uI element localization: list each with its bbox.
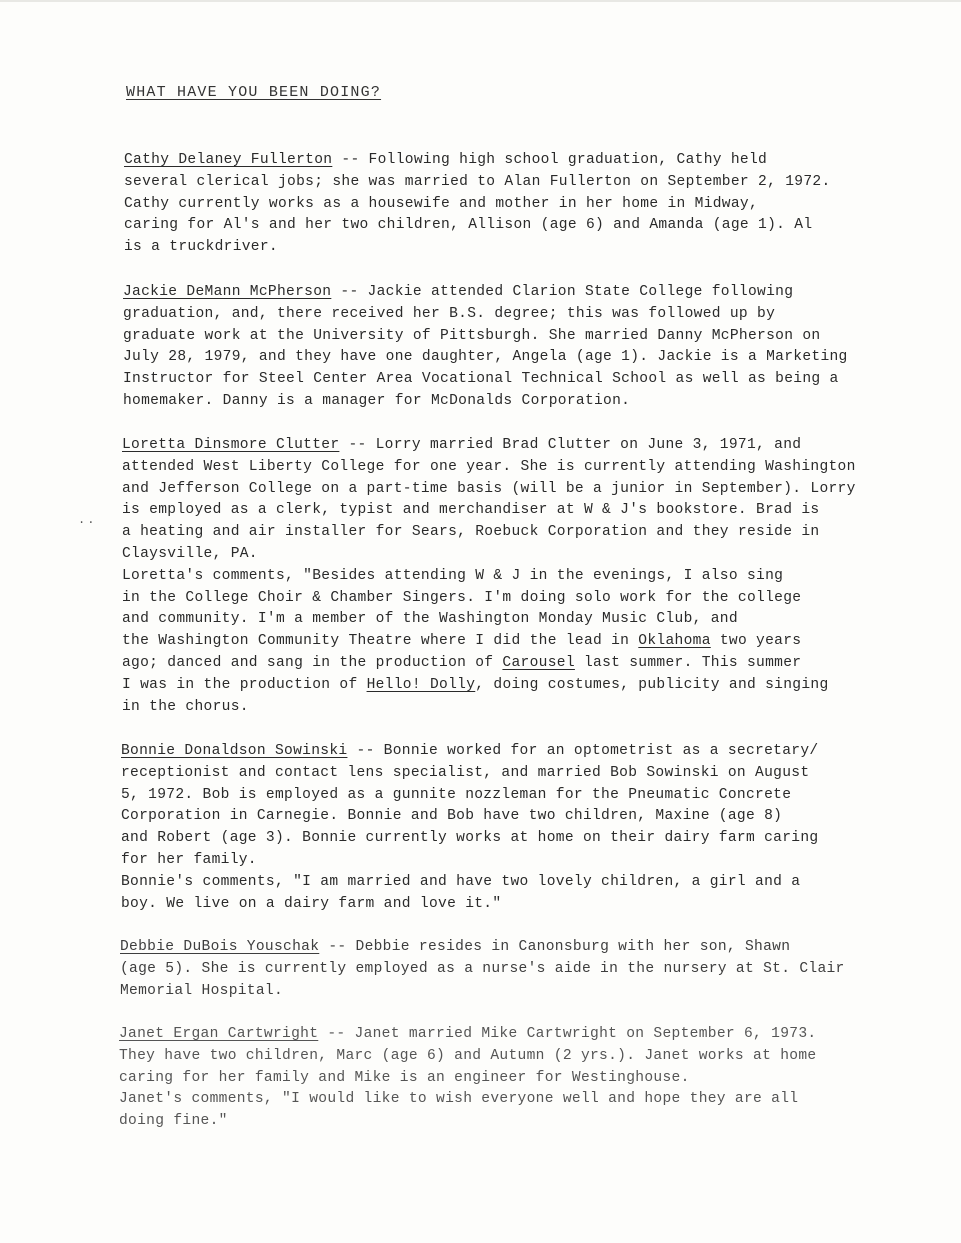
- entry-name: Debbie DuBois Youschak: [120, 939, 320, 955]
- entry-text: graduation, and, there received her B.S. degree; this was followed up by: [123, 305, 776, 322]
- entry-youschak: [120, 937, 936, 1002]
- entry-text: receptionist and contact lens specialist, and married Bob Sowinski on August: [121, 764, 810, 781]
- entry-text: for her family.: [121, 851, 257, 868]
- page-heading: WHAT HAVE YOU BEEN DOING?: [126, 84, 382, 101]
- entry-text: in the chorus.: [122, 698, 249, 715]
- entry-text: is employed as a clerk, typist and merchandiser at W & J's bookstore. Brad is: [122, 502, 820, 519]
- entry-text: the Washington Community Theatre where I did the lead in: [122, 633, 639, 650]
- entry-text: doing fine.": [119, 1113, 228, 1130]
- entry-text: Bonnie's comments, "I am married and have two lovely children, a girl and a: [121, 873, 801, 890]
- entry-text: -- Jackie attended Clarion State College following: [331, 284, 794, 300]
- entry-text: Janet's comments, "I would like to wish everyone well and hope they are all: [119, 1091, 799, 1108]
- entry-text: -- Lorry married Brad Clutter on June 3, 1971, and: [339, 437, 802, 453]
- entry-text: a heating and air installer for Sears, Roebuck Corporation and they reside in: [122, 524, 820, 541]
- entry-text: ago; danced and sang in the production of: [122, 654, 503, 671]
- entry-text: Cathy currently works as a housewife and mother in her home in Midway,: [124, 195, 759, 212]
- entry-text: -- Debbie resides in Canonsburg with her son, Shawn: [319, 939, 791, 955]
- entry-text: Instructor for Steel Center Area Vocational Technical School as well as being a: [123, 371, 839, 388]
- entry-text: and Jefferson College on a part-time basis (will be a junior in September). Lorry: [122, 480, 856, 497]
- entry-text: and community. I'm a member of the Washington Monday Music Club, and: [122, 611, 738, 628]
- entry-fullerton: [124, 150, 940, 259]
- margin-mark: ..: [78, 513, 97, 527]
- entry-clutter: [122, 435, 938, 718]
- entry-text: Claysville, PA.: [122, 545, 258, 562]
- entry-text: last summer. This summer: [574, 654, 802, 671]
- entry-name: Loretta Dinsmore Clutter: [122, 437, 340, 453]
- entry-text: They have two children, Marc (age 6) and Autumn (2 yrs.). Janet works at home: [119, 1047, 817, 1064]
- entry-text: attended West Liberty College for one year. She is currently attending Washington: [122, 458, 856, 475]
- title-oklahoma: Oklahoma: [638, 633, 711, 650]
- entry-text: I was in the production of: [122, 676, 367, 693]
- entry-text: -- Janet married Mike Cartwright on September 6, 1973.: [318, 1026, 817, 1042]
- entry-text: in the College Choir & Chamber Singers. I'm doing solo work for the college: [122, 589, 802, 606]
- entry-mcpherson: [123, 282, 939, 413]
- page-top-edge: [0, 0, 961, 2]
- entry-text: July 28, 1979, and they have one daughter, Angela (age 1). Jackie is a Marketing: [123, 349, 848, 366]
- entry-text: 5, 1972. Bob is employed as a gunnite nozzleman for the Pneumatic Concrete: [121, 786, 792, 803]
- entry-text: Loretta's comments, "Besides attending W & J in the evenings, I also sing: [122, 567, 784, 584]
- entry-text: graduate work at the University of Pittsburgh. She married Danny McPherson on: [123, 327, 821, 344]
- entry-text: Memorial Hospital.: [120, 982, 284, 999]
- entry-text: -- Bonnie worked for an optometrist as a secretary/: [347, 743, 819, 759]
- entry-text: caring for her family and Mike is an engineer for Westinghouse.: [119, 1069, 690, 1086]
- entry-text: is a truckdriver.: [124, 239, 278, 256]
- entry-name: Cathy Delaney Fullerton: [124, 152, 333, 168]
- entry-text: , doing costumes, publicity and singing: [475, 676, 829, 693]
- entry-cartwright: [119, 1024, 935, 1133]
- entry-text: caring for Al's and her two children, Allison (age 6) and Amanda (age 1). Al: [124, 217, 813, 234]
- entry-sowinski: [121, 741, 937, 915]
- entry-text: homemaker. Danny is a manager for McDonalds Corporation.: [123, 392, 631, 409]
- title-carousel: Carousel: [502, 654, 575, 671]
- title-hello-dolly: Hello! Dolly: [366, 676, 476, 693]
- entry-text: Corporation in Carnegie. Bonnie and Bob have two children, Maxine (age 8): [121, 808, 783, 825]
- entry-text: (age 5). She is currently employed as a nurse's aide in the nursery at St. Clair: [120, 960, 845, 977]
- entry-text: two years: [710, 633, 802, 650]
- entry-text: boy. We live on a dairy farm and love it.": [121, 895, 502, 912]
- entry-name: Jackie DeMann McPherson: [123, 284, 332, 300]
- entry-text: -- Following high school graduation, Cathy held: [332, 152, 768, 168]
- entry-name: Bonnie Donaldson Sowinski: [121, 743, 348, 759]
- entry-text: several clerical jobs; she was married to Alan Fullerton on September 2, 1972.: [124, 173, 831, 190]
- entry-text: and Robert (age 3). Bonnie currently works at home on their dairy farm caring: [121, 830, 819, 847]
- entry-name: Janet Ergan Cartwright: [119, 1026, 319, 1042]
